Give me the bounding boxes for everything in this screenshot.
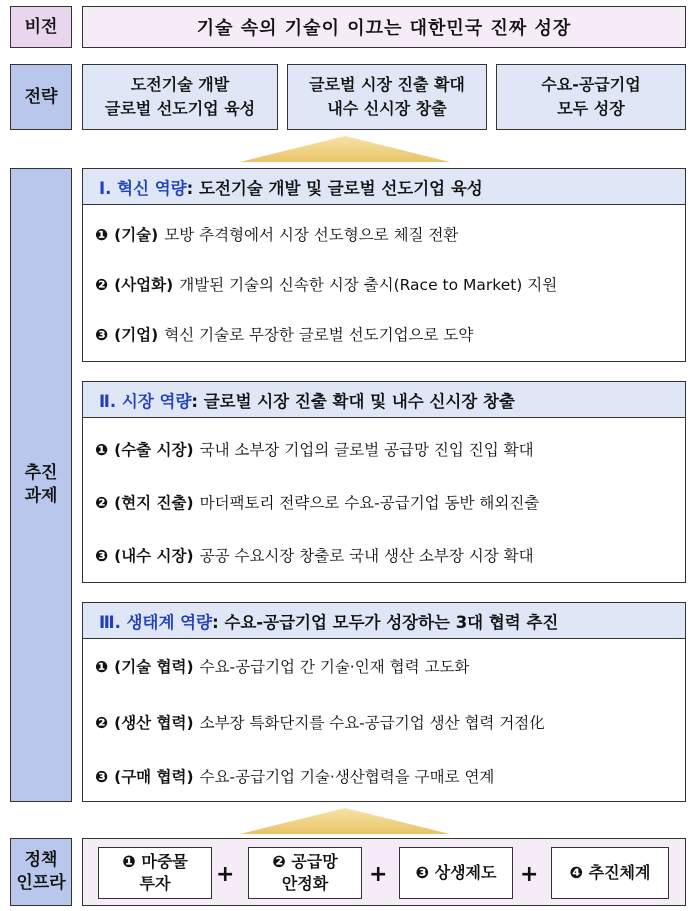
task-section-1-title: : 도전기술 개발 및 글로벌 선도기업 육성 bbox=[186, 178, 483, 198]
up-arrow-shape bbox=[240, 136, 450, 162]
task-item bbox=[95, 223, 458, 245]
infra-item-2-line2: 안정화 bbox=[281, 874, 329, 893]
task-section-3-number: Ⅲ. 생태계 역량 bbox=[99, 612, 213, 632]
item-tag: (기술) bbox=[114, 226, 159, 244]
task-section-2-number: Ⅱ. 시장 역량 bbox=[99, 391, 192, 411]
item-number: ❸ bbox=[95, 547, 109, 565]
task-item bbox=[95, 711, 545, 733]
item-text: 국내 소부장 기업의 글로벌 공급망 진입 진입 확대 bbox=[199, 441, 534, 459]
item-tag: (기업) bbox=[114, 326, 159, 344]
task-item bbox=[95, 655, 469, 677]
strategy-label-text: 전략 bbox=[24, 86, 58, 107]
infra-item-1 bbox=[98, 847, 212, 899]
strategy-item-1-line2: 글로벌 선도기업 육성 bbox=[104, 99, 256, 118]
infra-item-1-line1: ❶ 마중물 bbox=[122, 851, 188, 871]
task-section-1-number: Ⅰ. 혁신 역량 bbox=[99, 178, 187, 198]
strategy-item-2-line1: 글로벌 시장 진출 확대 bbox=[309, 75, 465, 94]
strategy-item-3-line2: 모두 성장 bbox=[557, 99, 625, 118]
item-tag: (생산 협력) bbox=[114, 714, 194, 732]
item-number: ❶ bbox=[95, 226, 109, 244]
item-text: 소부장 특화단지를 수요-공급기업 생산 협력 거점化 bbox=[199, 714, 545, 732]
item-tag: (구매 협력) bbox=[114, 768, 194, 786]
infra-item-1-line2: 투자 bbox=[139, 874, 171, 893]
strategy-item-2-line2: 내수 신시장 창출 bbox=[327, 99, 447, 118]
item-text: 모방 추격형에서 시장 선도형으로 체질 전환 bbox=[164, 226, 459, 244]
strategy-label bbox=[10, 64, 72, 130]
strategy-item-3 bbox=[496, 64, 686, 130]
item-text: 공공 수요시장 창출로 국내 생산 소부장 시장 확대 bbox=[199, 547, 534, 565]
item-text: 혁신 기술로 무장한 글로벌 선도기업으로 도약 bbox=[164, 326, 474, 344]
item-text: 마더팩토리 전략으로 수요-공급기업 동반 해외진출 bbox=[199, 494, 540, 512]
vision-statement bbox=[82, 6, 686, 48]
task-section-1-header bbox=[83, 169, 685, 205]
tasks-label bbox=[10, 168, 72, 802]
task-section-3-header bbox=[83, 603, 685, 639]
item-number: ❸ bbox=[95, 768, 109, 786]
item-number: ❷ bbox=[95, 494, 109, 512]
task-section-1 bbox=[82, 168, 686, 362]
item-number: ❸ bbox=[95, 326, 109, 344]
task-section-3-title: : 수요-공급기업 모두가 성장하는 3대 협력 추진 bbox=[212, 612, 559, 632]
task-item bbox=[95, 544, 534, 566]
strategy-item-2 bbox=[287, 64, 487, 130]
task-item bbox=[95, 491, 539, 513]
tasks-label-line1: 추진 bbox=[24, 463, 58, 484]
item-number: ❶ bbox=[95, 658, 109, 676]
infra-label bbox=[10, 838, 72, 906]
up-arrow-shape bbox=[240, 808, 450, 834]
infra-item-3-line1: ❸ 상생제도 bbox=[415, 862, 497, 882]
item-number: ❷ bbox=[95, 276, 109, 294]
task-item bbox=[95, 765, 494, 787]
item-number: ❷ bbox=[95, 714, 109, 732]
task-section-2-title: : 글로벌 시장 진출 확대 및 내수 신시장 창출 bbox=[191, 391, 515, 411]
item-tag: (현지 진출) bbox=[114, 494, 194, 512]
vision-label-text: 비전 bbox=[24, 16, 58, 37]
plus-sign: + bbox=[520, 862, 539, 887]
infra-label-line2: 인프라 bbox=[16, 873, 66, 893]
item-number: ❶ bbox=[95, 441, 109, 459]
strategy-item-3-line1: 수요-공급기업 bbox=[541, 75, 641, 94]
infra-item-4-line1: ❹ 추진체계 bbox=[569, 862, 651, 882]
item-tag: (내수 시장) bbox=[114, 547, 194, 565]
infra-item-3 bbox=[399, 847, 513, 899]
plus-sign: + bbox=[369, 862, 388, 887]
item-tag: (기술 협력) bbox=[114, 658, 194, 676]
infra-item-2 bbox=[248, 847, 362, 899]
task-item bbox=[95, 273, 557, 295]
infra-item-4 bbox=[551, 847, 669, 899]
plus-sign: + bbox=[216, 862, 235, 887]
task-item bbox=[95, 323, 473, 345]
item-text: 수요-공급기업 간 기술·인재 협력 고도화 bbox=[199, 658, 470, 676]
task-section-2-header bbox=[83, 382, 685, 418]
infra-item-2-line1: ❷ 공급망 bbox=[272, 851, 338, 871]
task-section-3 bbox=[82, 602, 686, 802]
strategy-item-1 bbox=[82, 64, 278, 130]
vision-label bbox=[10, 6, 72, 48]
item-text: 수요-공급기업 기술·생산협력을 구매로 연계 bbox=[199, 768, 495, 786]
item-tag: (수출 시장) bbox=[114, 441, 194, 459]
task-section-2 bbox=[82, 381, 686, 583]
tasks-label-line2: 과제 bbox=[24, 486, 58, 506]
strategy-item-1-line1: 도전기술 개발 bbox=[130, 75, 230, 94]
task-item bbox=[95, 438, 534, 460]
item-tag: (사업화) bbox=[114, 276, 174, 294]
item-text: 개발된 기술의 신속한 시장 출시(Race to Market) 지원 bbox=[179, 276, 558, 294]
infra-label-line1: 정책 bbox=[24, 850, 58, 871]
vision-statement-text: 기술 속의 기술이 이끄는 대한민국 진짜 성장 bbox=[196, 18, 572, 39]
